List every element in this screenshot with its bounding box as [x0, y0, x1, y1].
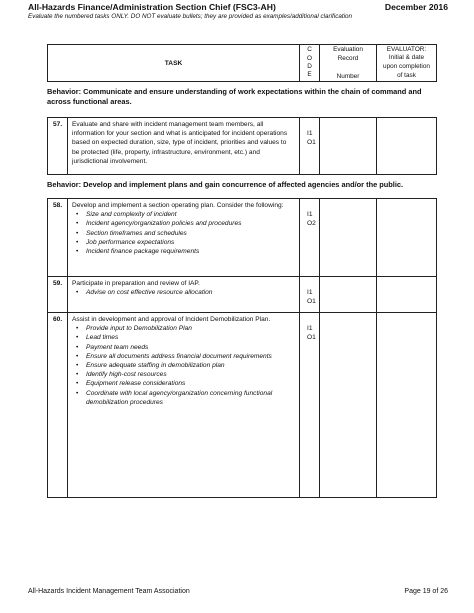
task-table [47, 117, 437, 175]
task-row [48, 313, 437, 498]
bullet-item: • Provide input to Demobilization Plan [86, 324, 295, 333]
footer-organization: All-Hazards Incident Management Team Association [28, 588, 190, 595]
evaluator-initial-cell[interactable] [377, 118, 437, 175]
column-header-table [47, 44, 437, 82]
task-description: Develop and implement a section operating plan. Consider the following: • Size and complexity of incident • Incident agency/organization policies and procedures • Section timeframes and schedules • Job performance expectations • Incident finance package requirements [68, 199, 300, 277]
evaluation-record-cell[interactable] [320, 313, 377, 498]
bullet-item: • Job performance expectations [86, 238, 295, 247]
bullet-item: • Coordinate with local agency/organization concerning functional demobilization procedures [86, 389, 295, 407]
task-column-header: TASK [48, 45, 300, 82]
task-row [48, 118, 437, 175]
bullet-item: • Size and complexity of incident [86, 210, 295, 219]
bullet-item: • Equipment release considerations [86, 379, 295, 388]
task-row [48, 199, 437, 277]
behavior-heading: Behavior: Communicate and ensure understanding of work expectations within the chain of command and across functional areas. [47, 87, 422, 106]
task-code: I1 O1 [300, 277, 320, 313]
bullet-item: • Identify high-cost resources [86, 370, 295, 379]
task-bullets [72, 288, 295, 297]
bullet-item: • Lead times [86, 333, 295, 342]
document-date: December 2016 [384, 2, 448, 12]
evaluation-record-cell[interactable] [320, 277, 377, 313]
task-description: Participate in preparation and review of IAP. • Advise on cost effective resource allocation [68, 277, 300, 313]
page-number: Page 19 of 26 [404, 588, 448, 595]
task-row [48, 277, 437, 313]
bullet-item: • Ensure all documents address financial document requirements [86, 352, 295, 361]
evaluation-record-column-header: Evaluation Record Number [320, 45, 377, 82]
bullet-item: • Incident finance package requirements [86, 247, 295, 256]
task-number: 59. [48, 277, 68, 313]
behavior-heading: Behavior: Develop and implement plans and gain concurrence of affected agencies and/or the public. [47, 180, 404, 189]
document-title: All-Hazards Finance/Administration Section Chief (FSC3-AH) [28, 2, 276, 12]
task-description: Assist in development and approval of Incident Demobilization Plan. • Provide input to Demobilization Plan • Lead times • Payment team needs • Ensure all documents address financial document requirements • Ensure adequate staffing in demobilization plan • Identify high-cost resources • Equipment release considerations • Coordinate with local agency/organization concerning functional demobilization procedures [68, 313, 300, 498]
bullet-item: • Ensure adequate staffing in demobilization plan [86, 361, 295, 370]
task-bullets [72, 324, 295, 407]
bullet-item: • Incident agency/organization policies and procedures [86, 219, 295, 228]
task-description: Evaluate and share with incident management team members, all information for your section and what is anticipated for incident operations based on expected duration, size, type of incident, priorities and values to be protected (life, property, infrastructure, environment, etc.) and jurisdictional involvement. [68, 118, 300, 175]
task-number: 60. [48, 313, 68, 498]
evaluator-column-header: EVALUATOR: Initial & date upon completion of task [377, 45, 437, 82]
code-column-header: C O D E [300, 45, 320, 82]
task-table [47, 198, 437, 498]
task-code: I1 O1 [300, 313, 320, 498]
bullet-item: • Advise on cost effective resource allocation [86, 288, 295, 297]
evaluator-initial-cell[interactable] [377, 313, 437, 498]
evaluator-initial-cell[interactable] [377, 277, 437, 313]
task-number: 57. [48, 118, 68, 175]
evaluator-initial-cell[interactable] [377, 199, 437, 277]
task-code: I1 O1 [300, 118, 320, 175]
task-bullets [72, 210, 295, 256]
evaluation-instructions: Evaluate the numbered tasks ONLY. DO NOT evaluate bullets; they are provided as examples/additional clarification [28, 13, 353, 20]
task-number: 58. [48, 199, 68, 277]
evaluation-record-cell[interactable] [320, 118, 377, 175]
task-code: I1 O2 [300, 199, 320, 277]
bullet-item: • Payment team needs [86, 343, 295, 352]
bullet-item: • Section timeframes and schedules [86, 229, 295, 238]
evaluation-record-cell[interactable] [320, 199, 377, 277]
